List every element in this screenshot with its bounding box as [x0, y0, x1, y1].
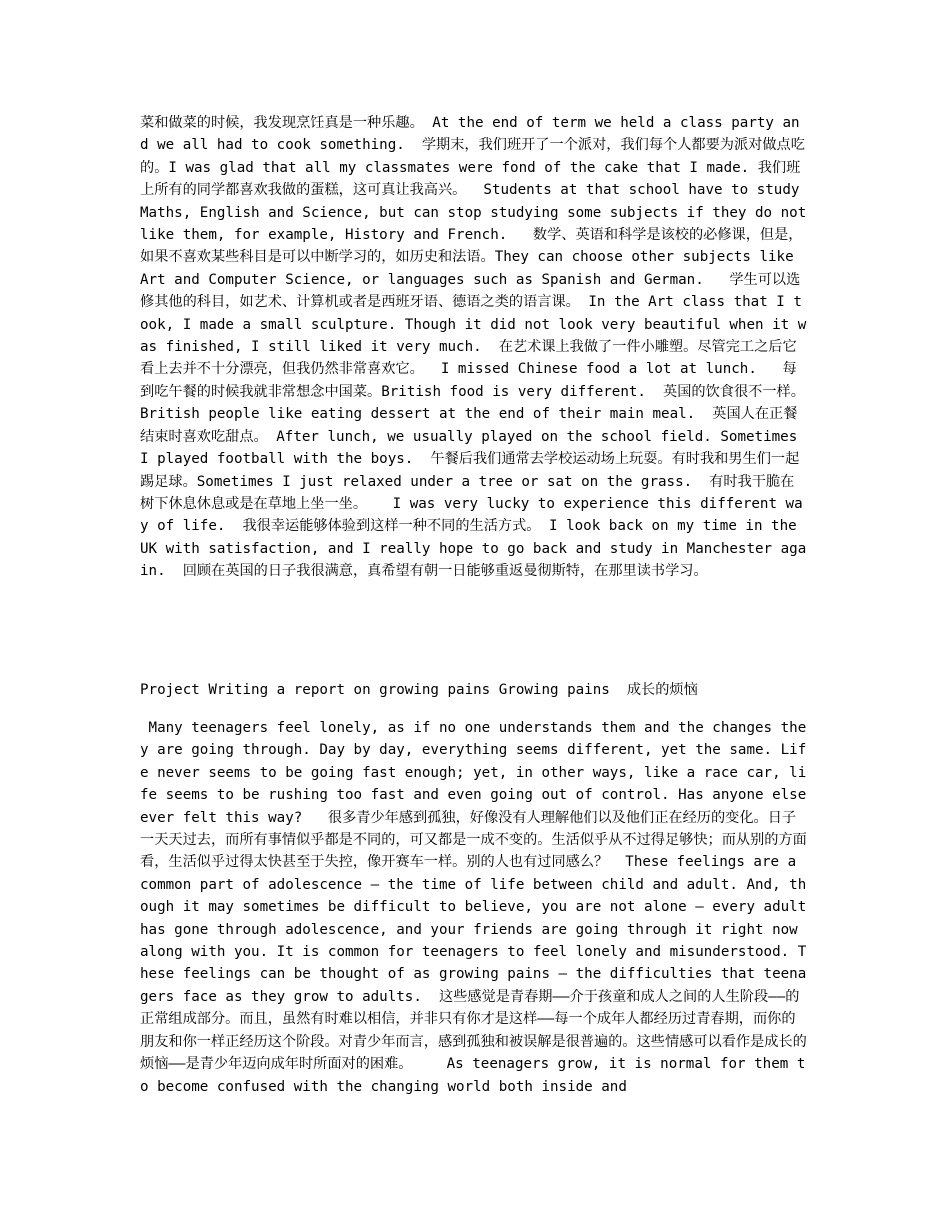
body-paragraph-growing-pains: Many teenagers feel lonely, as if no one understands them and the changes they are going through. Day by day, everything seems different, yet the same. Life never seems to be going fast enough; yet, in other ways, like a race car, life seems to be rushing too fast and even going out of control. Has anyone else ever felt this way? 很多青少年感到孤独，好像没有人理解他们以及他们正在经历的变化。日子一天天过去，而所有事情似乎都是不同的，可又都是一成不变的。生活似乎从不过得足够快；而从别的方面看，生活似乎过得太快甚至于失控，像开赛车一样。别的人也有过同感么？ These feelings are a common part of adolescence – the time of life between child and adult. And, though it may sometimes be difficult to believe, you are not alone – every adult has gone through adolescence, and your friends are going through it right now along with you. It is common for teenagers to feel lonely and misunderstood. These feelings can be thought of as growing pains – the difficulties that teenagers face as they grow to adults. 这些感觉是青春期——介于孩童和成人之间的人生阶段——的正常组成部分。而且，虽然有时难以相信，并非只有你才是这样——每一个成年人都经历过青春期，而你的朋友和你一样正经历这个阶段。对青少年而言，感到孤独和被误解是很普遍的。这些情感可以看作是成长的烦恼——是青少年迈向成年时所面对的困难。 As teenagers grow, it is normal for them to become confused with the changing world both inside and: [140, 720, 815, 1095]
document-page: [140, 112, 815, 1095]
section-heading: Project Writing a report on growing pains Growing pains 成长的烦恼: [140, 682, 698, 698]
body-paragraph-study-abroad: 菜和做菜的时候，我发现烹饪真是一种乐趣。 At the end of term we held a class party and we all had to cook something. 学期末，我们班开了一个派对，我们每个人都要为派对做点吃的。I was glad that all my classmates were fond of the cake that I made. 我们班上所有的同学都喜欢我做的蛋糕，这可真让我高兴。 Students at that school have to study Maths, English and Science, but can stop studying some subjects if they do not like them, for example, History and French. 数学、英语和科学是该校的必修课，但是，如果不喜欢某些科目是可以中断学习的，如历史和法语。They can choose other subjects like Art and Computer Science, or languages such as Spanish and German. 学生可以选修其他的科目，如艺术、计算机或者是西班牙语、德语之类的语言课。 In the Art class that I took, I made a small sculpture. Though it did not look very beautiful when it was finished, I still liked it very much. 在艺术课上我做了一件小雕塑。尽管完工之后它看上去并不十分漂亮，但我仍然非常喜欢它。 I missed Chinese food a lot at lunch. 每到吃午餐的时候我就非常想念中国菜。British food is very different. 英国的饮食很不一样。 British people like eating dessert at the end of their main meal. 英国人在正餐结束时喜欢吃甜点。 After lunch, we usually played on the school field. Sometimes I played football with the boys. 午餐后我们通常去学校运动场上玩耍。有时我和男生们一起踢足球。Sometimes I just relaxed under a tree or sat on the grass. 有时我干脆在树下休息休息或是在草地上坐一坐。 I was very lucky to experience this different way of life. 我很幸运能够体验到这样一种不同的生活方式。 I look back on my time in the UK with satisfaction, and I really hope to go back and study in Manchester again. 回顾在英国的日子我很满意，真希望有朝一日能够重返曼彻斯特，在那里读书学习。: [140, 115, 815, 580]
